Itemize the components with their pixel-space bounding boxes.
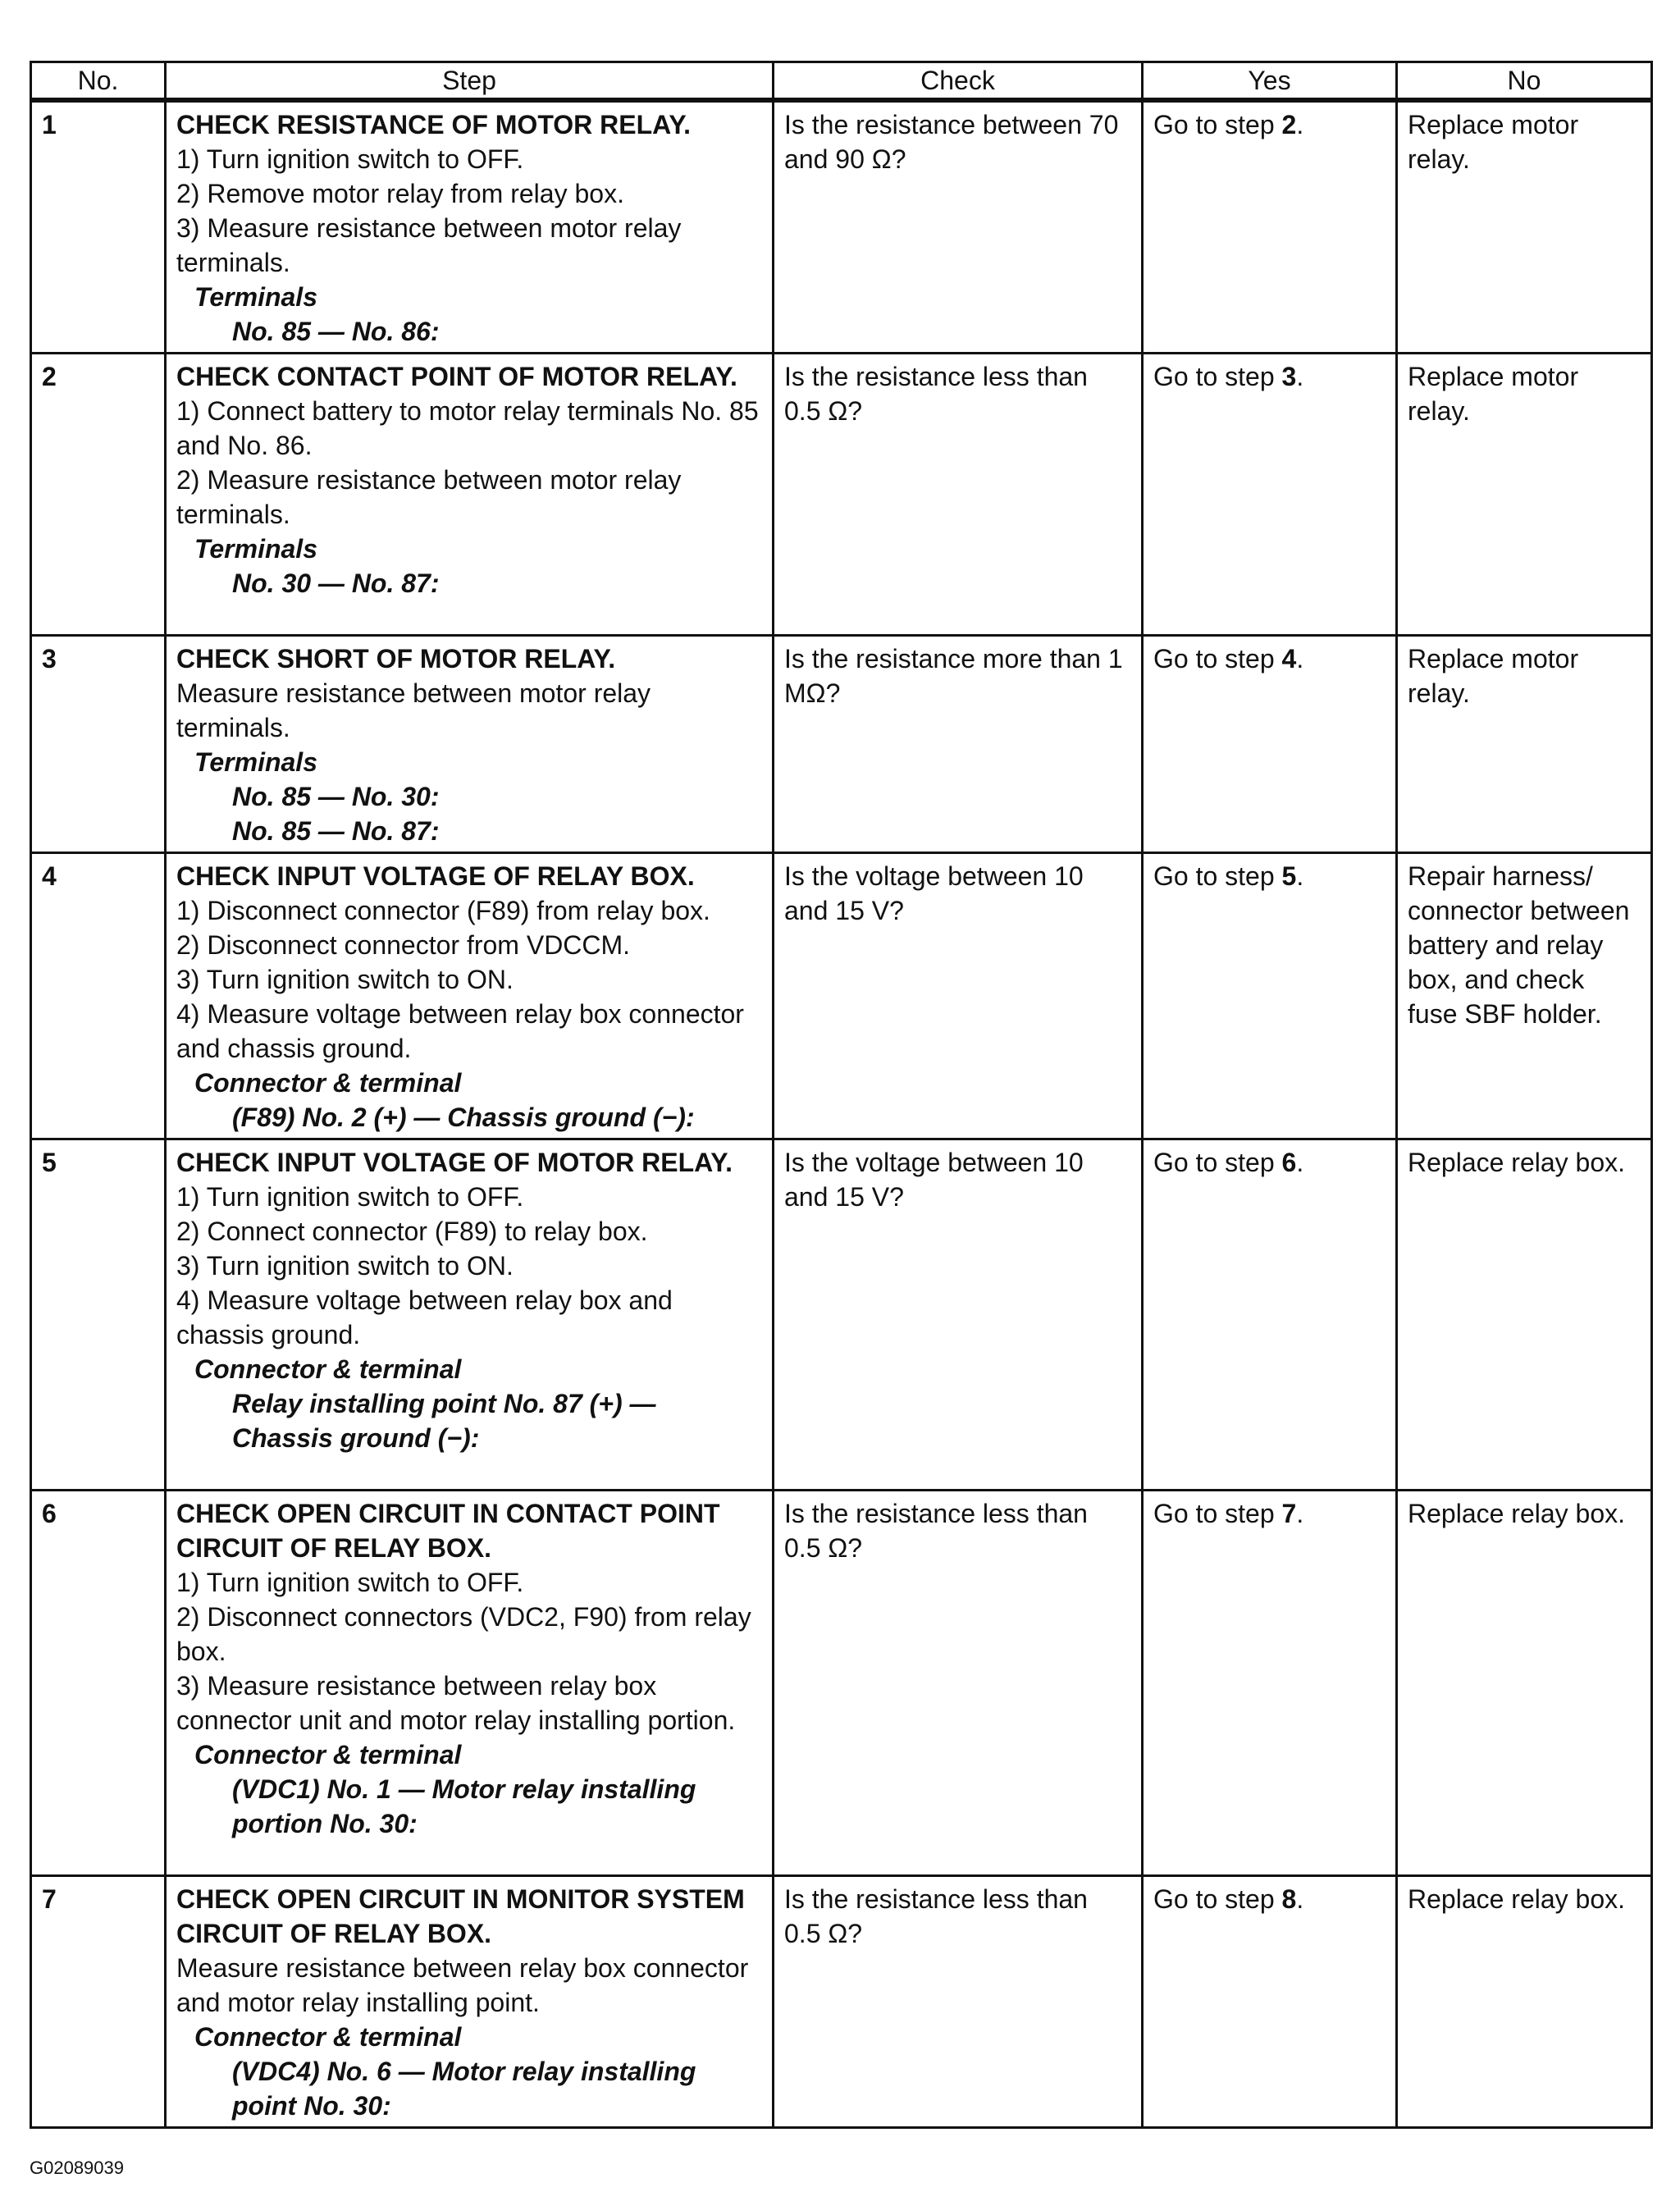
spec-line: No. 30 — No. 87:: [232, 568, 440, 598]
check-cell: Is the resistance less than 0.5 Ω?: [774, 354, 1143, 636]
spec-heading: Terminals: [194, 534, 317, 564]
step-title: CHECK CONTACT POINT OF MOTOR RELAY.: [176, 362, 737, 391]
step-title: CHECK SHORT OF MOTOR RELAY.: [176, 644, 616, 674]
spec-heading: Terminals: [194, 747, 317, 777]
yes-step-number: 5: [1281, 861, 1297, 891]
header-no: No.: [31, 62, 166, 101]
check-cell: Is the voltage between 10 and 15 V?: [774, 1139, 1143, 1491]
yes-text: Go to step: [1153, 362, 1282, 391]
step-title: CHECK INPUT VOLTAGE OF RELAY BOX.: [176, 861, 695, 891]
step-instruction: 2) Disconnect connector from VDCCM.: [176, 930, 631, 960]
step-instruction: 2) Connect connector (F89) to relay box.: [176, 1217, 648, 1246]
step-cell: [166, 1876, 774, 2128]
spec-line: (F89) No. 2 (+) — Chassis ground (−):: [232, 1103, 695, 1132]
step-instruction: 1) Connect battery to motor relay terminals No. 85 and No. 86.: [176, 396, 759, 460]
step-number: 3: [31, 636, 166, 853]
yes-cell: Go to step 3.: [1143, 354, 1397, 636]
check-cell: Is the resistance between 70 and 90 Ω?: [774, 100, 1143, 354]
yes-text: Go to step: [1153, 644, 1282, 674]
table-row: [31, 1876, 1652, 2128]
step-cell: [166, 100, 774, 354]
table-row: [31, 1491, 1652, 1876]
yes-cell: Go to step 5.: [1143, 853, 1397, 1139]
step-instruction: 3) Measure resistance between relay box connector unit and motor relay installing portion.: [176, 1671, 736, 1735]
header-step: Step: [166, 62, 774, 101]
yes-step-number: 4: [1281, 644, 1297, 674]
no-result-cell: Replace relay box.: [1397, 1139, 1652, 1491]
step-instruction: 2) Disconnect connectors (VDC2, F90) from relay box.: [176, 1602, 751, 1666]
step-cell: [166, 853, 774, 1139]
yes-cell: Go to step 4.: [1143, 636, 1397, 853]
step-number: 5: [31, 1139, 166, 1491]
step-cell: [166, 1139, 774, 1491]
step-number: 7: [31, 1876, 166, 2128]
spec-line: No. 85 — No. 30:: [232, 782, 440, 811]
header-yes: Yes: [1143, 62, 1397, 101]
table-row: [31, 354, 1652, 636]
header-check: Check: [774, 62, 1143, 101]
spec-line: Relay installing point No. 87 (+) — Chassis ground (−):: [232, 1389, 656, 1453]
spec-line: (VDC4) No. 6 — Motor relay installing point No. 30:: [232, 2057, 696, 2121]
spec-heading: Terminals: [194, 282, 317, 312]
step-instruction: 1) Disconnect connector (F89) from relay box.: [176, 896, 710, 925]
table-row: [31, 100, 1652, 354]
spec-line: No. 85 — No. 87:: [232, 816, 440, 846]
diagnosis-table: [30, 61, 1653, 2129]
no-result-cell: Repair harness/ connector between battery and relay box, and check fuse SBF holder.: [1397, 853, 1652, 1139]
step-number: 4: [31, 853, 166, 1139]
no-result-cell: Replace relay box.: [1397, 1876, 1652, 2128]
table-header-row: [31, 62, 1652, 101]
yes-cell: Go to step 8.: [1143, 1876, 1397, 2128]
step-instruction: 4) Measure voltage between relay box and chassis ground.: [176, 1285, 673, 1349]
yes-text: Go to step: [1153, 861, 1282, 891]
yes-step-number: 8: [1281, 1884, 1297, 1914]
step-instruction: 3) Turn ignition switch to ON.: [176, 1251, 514, 1281]
yes-cell: Go to step 6.: [1143, 1139, 1397, 1491]
header-no-result: No: [1397, 62, 1652, 101]
step-title: CHECK OPEN CIRCUIT IN CONTACT POINT CIRCUIT OF RELAY BOX.: [176, 1499, 720, 1563]
step-instruction: 1) Turn ignition switch to OFF.: [176, 1182, 524, 1212]
yes-step-number: 6: [1281, 1148, 1297, 1177]
check-cell: Is the resistance less than 0.5 Ω?: [774, 1876, 1143, 2128]
yes-step-number: 2: [1281, 110, 1297, 139]
yes-step-number: 7: [1281, 1499, 1297, 1528]
step-number: 1: [31, 100, 166, 354]
step-title: CHECK OPEN CIRCUIT IN MONITOR SYSTEM CIRCUIT OF RELAY BOX.: [176, 1884, 745, 1948]
check-cell: Is the resistance less than 0.5 Ω?: [774, 1491, 1143, 1876]
spec-heading: Connector & terminal: [194, 1740, 462, 1769]
step-instruction: Measure resistance between relay box connector and motor relay installing point.: [176, 1953, 749, 2017]
yes-cell: Go to step 2.: [1143, 100, 1397, 354]
check-cell: Is the voltage between 10 and 15 V?: [774, 853, 1143, 1139]
spec-heading: Connector & terminal: [194, 1354, 462, 1384]
yes-text: Go to step: [1153, 110, 1282, 139]
yes-text: Go to step: [1153, 1148, 1282, 1177]
step-cell: [166, 636, 774, 853]
no-result-cell: Replace motor relay.: [1397, 354, 1652, 636]
spec-line: (VDC1) No. 1 — Motor relay installing portion No. 30:: [232, 1774, 696, 1838]
check-cell: Is the resistance more than 1 MΩ?: [774, 636, 1143, 853]
yes-cell: Go to step 7.: [1143, 1491, 1397, 1876]
no-result-cell: Replace motor relay.: [1397, 100, 1652, 354]
yes-text: Go to step: [1153, 1499, 1282, 1528]
no-result-cell: Replace motor relay.: [1397, 636, 1652, 853]
spec-heading: Connector & terminal: [194, 1068, 462, 1098]
spec-heading: Connector & terminal: [194, 2022, 462, 2052]
figure-code: G02089039: [30, 2157, 124, 2178]
step-title: CHECK RESISTANCE OF MOTOR RELAY.: [176, 110, 692, 139]
step-cell: [166, 1491, 774, 1876]
step-instruction: 3) Turn ignition switch to ON.: [176, 965, 514, 994]
step-instruction: 2) Measure resistance between motor relay terminals.: [176, 465, 682, 529]
step-number: 6: [31, 1491, 166, 1876]
step-number: 2: [31, 354, 166, 636]
yes-text: Go to step: [1153, 1884, 1282, 1914]
step-instruction: 2) Remove motor relay from relay box.: [176, 179, 624, 208]
yes-step-number: 3: [1281, 362, 1297, 391]
step-instruction: Measure resistance between motor relay terminals.: [176, 678, 651, 742]
step-instruction: 4) Measure voltage between relay box connector and chassis ground.: [176, 999, 744, 1063]
spec-line: No. 85 — No. 86:: [232, 317, 440, 346]
step-instruction: 1) Turn ignition switch to OFF.: [176, 1568, 524, 1597]
table-row: [31, 853, 1652, 1139]
table-row: [31, 636, 1652, 853]
step-instruction: 3) Measure resistance between motor relay terminals.: [176, 213, 682, 277]
step-title: CHECK INPUT VOLTAGE OF MOTOR RELAY.: [176, 1148, 733, 1177]
no-result-cell: Replace relay box.: [1397, 1491, 1652, 1876]
step-instruction: 1) Turn ignition switch to OFF.: [176, 144, 524, 174]
table-row: [31, 1139, 1652, 1491]
step-cell: [166, 354, 774, 636]
